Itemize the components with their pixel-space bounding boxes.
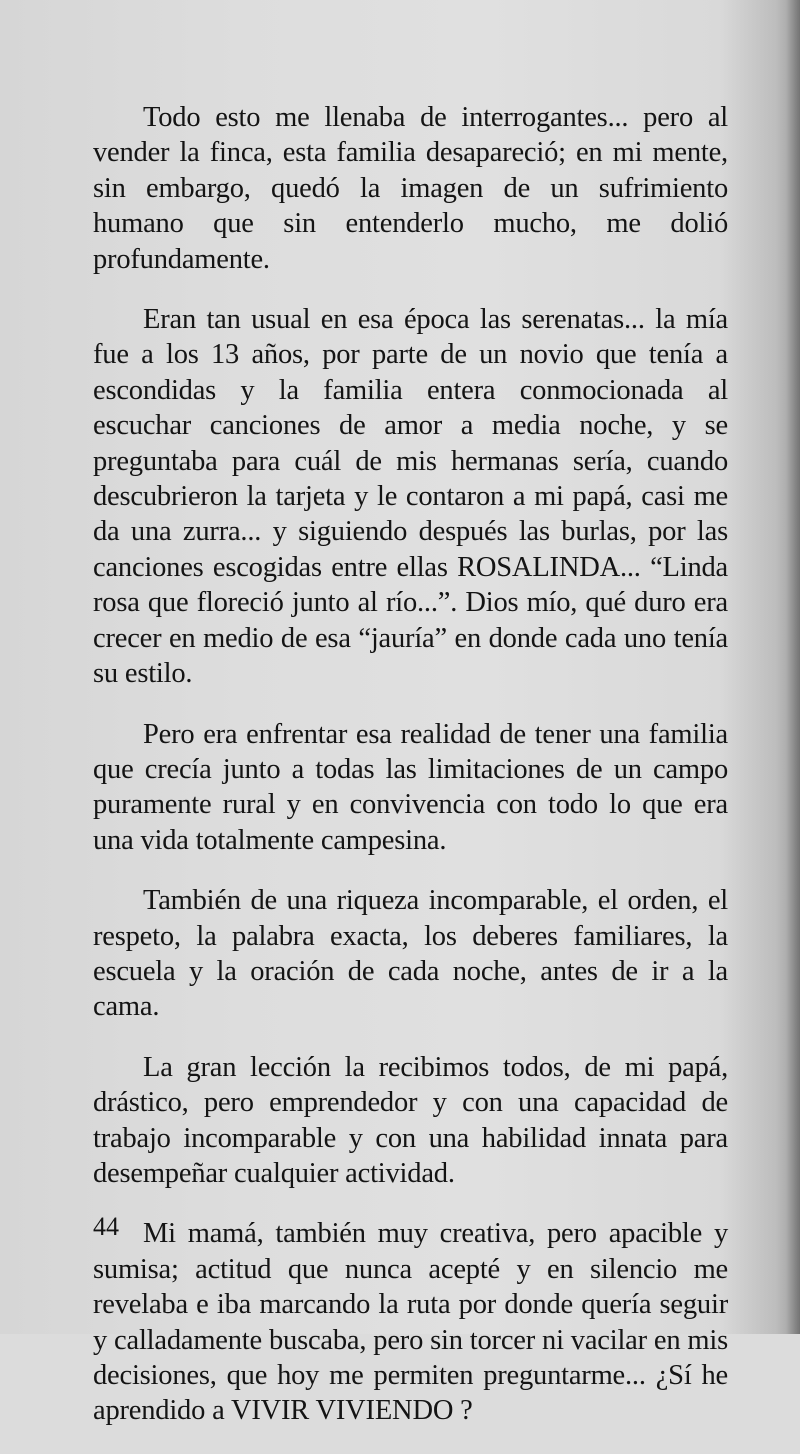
- page-number: 44: [93, 1212, 119, 1241]
- paragraph-2: Eran tan usual en esa época las serenatas... la mía fue a los 13 años, por parte de un novio que tenía a escondidas y la familia entera conmocionada al escuchar canciones de amor a media noche, y se preguntaba para cuál de mis hermanas sería, cuando descubrieron la tarjeta y le contaron a mi papá, casi me da una zurra... y siguiendo después las burlas, por las canciones escogidas entre ellas ROSALINDA... “Linda rosa que floreció junto al río...”. Dios mío, qué duro era crecer en medio de esa “jauría” en donde cada uno tenía su estilo.: [93, 304, 728, 690]
- paragraph-5: La gran lección la recibimos todos, de mi papá, drástico, pero emprendedor y con una capacidad de trabajo incomparable y con una habilidad innata para desempeñar cualquier actividad.: [93, 1051, 728, 1189]
- paragraph-3: Pero era enfrentar esa realidad de tener una familia que crecía junto a todas las limitaciones de un campo puramente rural y en convivencia con todo lo que era una vida totalmente campesina.: [93, 718, 728, 856]
- paragraph-6: Mi mamá, también muy creativa, pero apacible y sumisa; actitud que nunca acepté y en silencio me revelaba e iba marcando la ruta por donde quería seguir y calladamente buscaba, pero sin torcer ni vacilar en mis decisiones, que hoy me permiten preguntarme... ¿Sí he aprendido a VIVIR VIVIENDO ?: [93, 1218, 728, 1427]
- body-text: [93, 100, 728, 1454]
- page-edge-shadow: [786, 0, 800, 1334]
- paragraph-1: Todo esto me llenaba de interrogantes... pero al vender la finca, esta familia desapareció; en mi mente, sin embargo, quedó la imagen de un sufrimiento humano que sin entenderlo mucho, me dolió profundamente.: [93, 102, 728, 275]
- paragraph-4: También de una riqueza incomparable, el orden, el respeto, la palabra exacta, los deberes familiares, la escuela y la oración de cada noche, antes de ir a la cama.: [93, 885, 728, 1023]
